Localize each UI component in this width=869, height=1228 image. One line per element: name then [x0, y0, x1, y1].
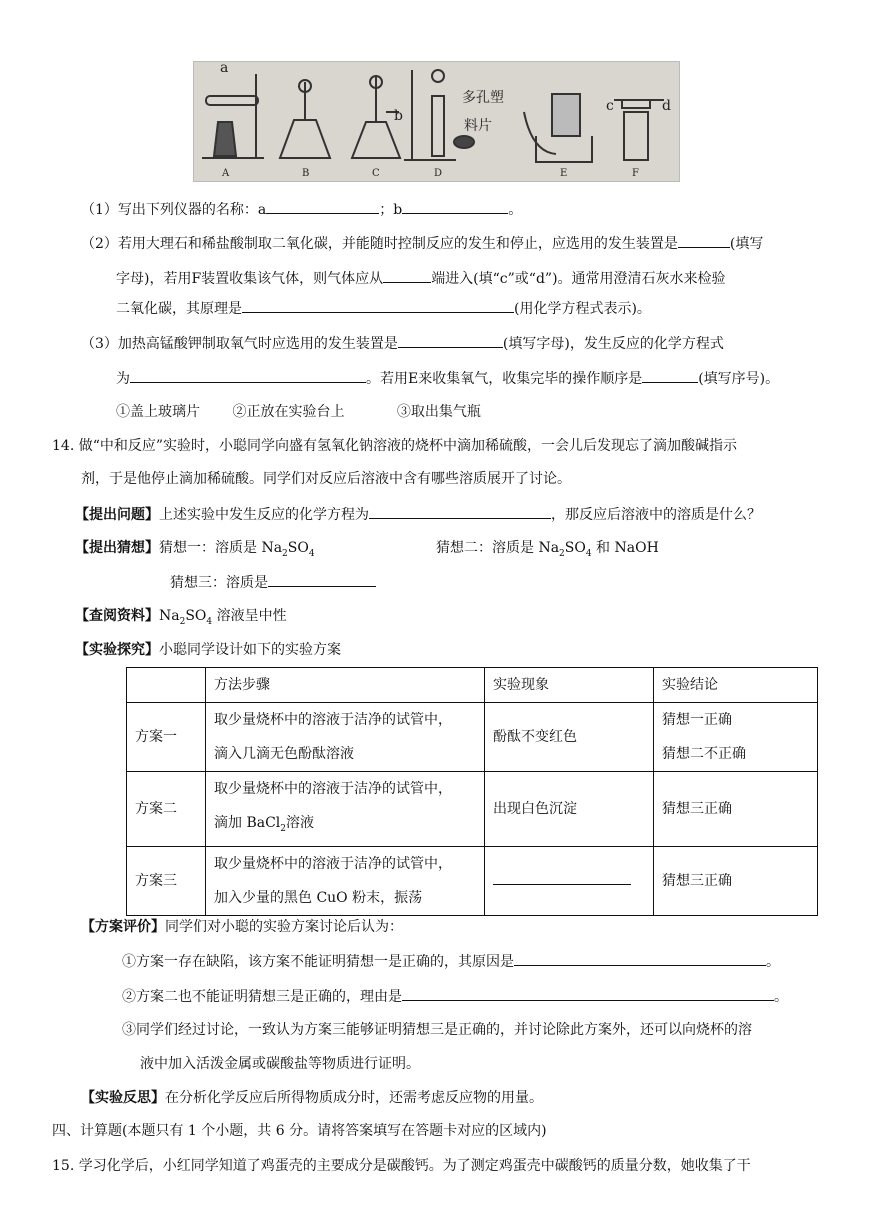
plan-phenomenon: 出现白色沉淀: [485, 772, 654, 847]
answer-blank-port[interactable]: [383, 268, 431, 283]
answer-blank-reason2[interactable]: [402, 986, 774, 1001]
plan-conclusion: 猜想三正确: [654, 772, 818, 847]
plastic-label-1: 多孔塑: [462, 90, 504, 106]
table-header: 方法步骤: [206, 668, 485, 703]
question-tag: 【提出问题】: [75, 507, 159, 523]
q14-line1: 14. 做“中和反应”实验时，小聪同学向盛有氢氧化钠溶液的烧杯中滴加稀硫酸，一会儿后发现忘了滴加酸碱指示: [52, 438, 738, 454]
plan-step: 滴加 BaCl$_2$溶液: [214, 815, 315, 834]
table-row: [127, 703, 818, 772]
mark-a: a: [220, 62, 229, 76]
answer-blank-reaction[interactable]: [369, 504, 551, 519]
q13-p2-fill-hint: (填写: [729, 236, 764, 252]
plan-conclusion: 猜想二不正确: [662, 746, 746, 762]
answer-blank-reason1[interactable]: [514, 951, 766, 966]
mark-d: d: [662, 98, 671, 114]
table-row: [127, 846, 818, 915]
answer-blank-device[interactable]: [678, 233, 730, 248]
guess-three: 猜想三：溶质是: [170, 572, 376, 593]
reference-line: 【查阅资料】$Na_2SO_4$ 溶液呈中性: [75, 608, 287, 627]
explore-line: [75, 640, 341, 660]
mark-b: b: [394, 108, 403, 124]
evaluation-tag: 【方案评价】: [81, 919, 165, 935]
option-3: ③取出集气瓶: [396, 404, 481, 420]
q13-p3-text5: (填写序号)。: [698, 371, 780, 387]
evaluation-1: ①方案一存在缺陷，该方案不能证明猜想一是正确的，其原因是 。: [122, 951, 780, 972]
plan-phenomenon: 酚酞不变红色: [485, 703, 654, 772]
answer-blank-order[interactable]: [642, 368, 698, 383]
plastic-label-2: 料片: [464, 118, 492, 134]
section-four-heading: 四、计算题(本题只有 1 个小题，共 6 分。请将答案填写在答题卡对应的区域内): [52, 1123, 547, 1139]
reflection-text: 在分析化学反应后所得物质成分时，还需考虑反应物的用量。: [165, 1090, 543, 1106]
plan-conclusion: 猜想三正确: [654, 846, 818, 915]
label-B: B: [302, 168, 310, 179]
plan-name: 方案三: [127, 846, 206, 915]
experiment-table: [126, 667, 818, 916]
evaluation-text: 同学们对小聪的实验方案讨论后认为：: [165, 919, 403, 935]
reflection-tag: 【实验反思】: [81, 1090, 165, 1106]
q13-p1-text-b: ；b: [379, 202, 403, 218]
q13-p2-text5: (用化学方程式表示)。: [514, 301, 651, 317]
q13-p3-text: （3）加热高锰酸钾制取氧气时应选用的发生装置是: [81, 336, 398, 352]
label-F: F: [632, 168, 639, 179]
q13-p2-text: （2）若用大理石和稀盐酸制取二氧化碳，并能随时控制反应的发生和停止，应选用的发生装置是: [81, 236, 678, 252]
label-C: C: [372, 168, 380, 179]
reference-tag: 【查阅资料】: [75, 608, 159, 624]
explore-text: 小聪同学设计如下的实验方案: [159, 642, 341, 658]
answer-blank-b[interactable]: [402, 199, 508, 214]
answer-blank-equation[interactable]: [242, 298, 514, 313]
label-A: A: [222, 168, 230, 179]
q13-part2-line1: [81, 233, 763, 254]
answer-blank-a[interactable]: [266, 199, 379, 214]
guess-one: 猜想一：溶质是 $Na_2SO_4$: [159, 540, 315, 559]
q13-p3-text3: 为: [116, 371, 130, 387]
q13-p2-text2: 字母)，若用F装置收集该气体，则气体应从: [116, 271, 384, 287]
table-header: [127, 668, 206, 703]
plan-step: 取少量烧杯中的溶液于洁净的试管中，: [214, 781, 452, 797]
q13-p1-end: 。: [508, 202, 523, 218]
table-row: [127, 772, 818, 847]
plan-step: 取少量烧杯中的溶液于洁净的试管中，: [214, 855, 452, 872]
answer-blank-phenomenon[interactable]: [493, 870, 631, 885]
option-1: ①盖上玻璃片: [116, 404, 200, 420]
plan-name: 方案二: [127, 772, 206, 847]
q13-part1: [81, 199, 522, 220]
question-raise: [75, 504, 761, 525]
question-text-b: ，那反应后溶液中的溶质是什么？: [551, 507, 761, 523]
table-header-row: [127, 668, 818, 703]
answer-blank-o2-device[interactable]: [398, 333, 503, 348]
mark-c: c: [606, 98, 614, 114]
plan-step: 加入少量的黑色 CuO 粉末，振荡: [214, 889, 423, 906]
guess-tag: 【提出猜想】: [75, 540, 159, 556]
q13-options: [116, 402, 481, 422]
table-header: 实验现象: [485, 668, 654, 703]
apparatus-figure: [193, 61, 680, 182]
label-D: D: [434, 168, 443, 179]
q13-part3-line2: [116, 368, 779, 389]
q13-part2-line2: [116, 268, 726, 289]
question-text-a: 上述实验中发生反应的化学方程为: [159, 507, 369, 523]
q13-p3-text4: 。若用E来收集氧气，收集完毕的操作顺序是: [366, 371, 643, 387]
evaluation-2: ②方案二也不能证明猜想三是正确的，理由是 。: [122, 986, 788, 1007]
q13-p2-text4: 二氧化碳，其原理是: [116, 301, 242, 317]
guess-line: [75, 538, 315, 564]
q14-line2: 剂，于是他停止滴加稀硫酸。同学们对反应后溶液中含有哪些溶质展开了讨论。: [81, 471, 571, 487]
option-2: ②正放在实验台上: [232, 404, 345, 420]
q13-p2-text3: 端进入(填“c”或“d”)。通常用澄清石灰水来检验: [431, 271, 726, 287]
plan-step: 滴入几滴无色酚酞溶液: [214, 746, 354, 762]
guess-two: 猜想二：溶质是 $Na_2SO_4$ 和 NaOH: [436, 540, 659, 559]
q13-part3-line1: [81, 333, 724, 354]
plan-step: 取少量烧杯中的溶液于洁净的试管中，: [214, 712, 452, 728]
q13-p3-text2: (填写字母)，发生反应的化学方程式: [502, 336, 724, 352]
apparatus-drawing: [194, 62, 679, 181]
evaluation-line: [81, 917, 403, 937]
evaluation-3-line1: ③同学们经过讨论，一致认为方案三能够证明猜想三是正确的，并讨论除此方案外，还可以向烧杯的溶: [122, 1022, 752, 1038]
answer-blank-o2-equation[interactable]: [130, 368, 366, 383]
q13-part2-line3: [116, 298, 651, 319]
reflection-line: [81, 1088, 543, 1108]
plan-conclusion: 猜想一正确: [662, 712, 732, 728]
q15-line1: 15. 学习化学后，小红同学知道了鸡蛋壳的主要成分是碳酸钙。为了测定鸡蛋壳中碳酸钙的质量分数，她收集了干: [52, 1158, 751, 1174]
evaluation-3-line2: 液中加入活泼金属或碳酸盐等物质进行证明。: [140, 1056, 420, 1072]
label-E: E: [560, 168, 568, 179]
table-header: 实验结论: [654, 668, 818, 703]
explore-tag: 【实验探究】: [75, 642, 159, 658]
q13-p1-text-a: （1）写出下列仪器的名称：a: [81, 202, 267, 218]
answer-blank-guess3[interactable]: [268, 572, 376, 587]
plan-name: 方案一: [127, 703, 206, 772]
